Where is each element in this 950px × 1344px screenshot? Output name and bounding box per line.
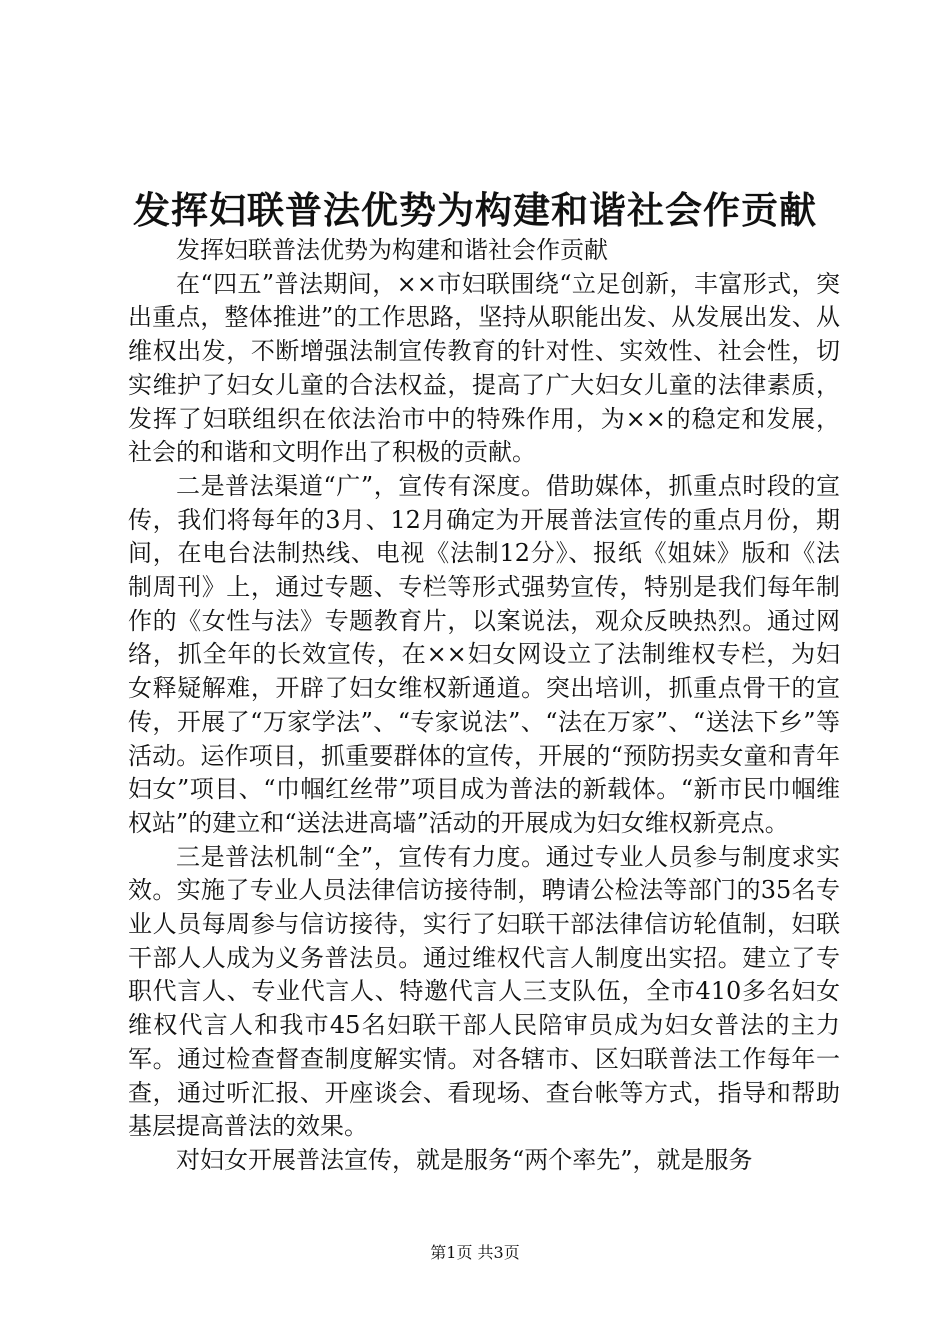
paragraph-subtitle: 发挥妇联普法优势为构建和谐社会作贡献: [176, 236, 608, 264]
document-title: 发挥妇联普法优势为构建和谐社会作贡献: [133, 188, 817, 232]
paragraph-mechanism: 三是普法机制“全”，宣传有力度。通过专业人员参与制度求实效。实施了专业人员法律信访接待制，聘请公检法等部门的35名专业人员每周参与信访接待，实行了妇联干部法律信访轮值制，妇联干部人人成为义务普法员。通过维权代言人制度出实招。建立了专职代言人、专业代言人、特邀代言人三支队伍，全市410多名妇女维权代言人和我市45名妇联干部人民陪审员成为妇女普法的主力军。通过检查督查制度解实情。对各辖市、区妇联普法工作每年一查，通过听汇报、开座谈会、看现场、查台帐等方式，指导和帮助基层提高普法的效果。: [128, 842, 840, 1141]
paragraph-intro: 在“四五”普法期间，××市妇联围绕“立足创新，丰富形式，突出重点，整体推进”的工作思路，坚持从职能出发、从发展出发、从维权出发，不断增强法制宣传教育的针对性、实效性、社会性，切实维护了妇女儿童的合法权益，提高了广大妇女儿童的法律素质，发挥了妇联组织在依法治市中的特殊作用，为××的稳定和发展，社会的和谐和文明作出了积极的贡献。: [128, 269, 840, 467]
paragraph-closing: 对妇女开展普法宣传，就是服务“两个率先”，就是服务: [176, 1145, 753, 1174]
page-number-footer: 第1页 共3页: [430, 1243, 520, 1262]
document-body: [128, 234, 840, 1178]
paragraph-channels: 二是普法渠道“广”，宣传有深度。借助媒体，抓重点时段的宣传，我们将每年的3月、12月确定为开展普法宣传的重点月份，期间，在电台法制热线、电视《法制12分》、报纸《姐妹》版和《法制周刊》上，通过专题、专栏等形式强势宣传，特别是我们每年制作的《女性与法》专题教育片，以案说法，观众反映热烈。通过网络，抓全年的长效宣传，在××妇女网设立了法制维权专栏，为妇女释疑解难，开辟了妇女维权新通道。突出培训，抓重点骨干的宣传，开展了“万家学法”、“专家说法”、“法在万家”、“送法下乡”等活动。运作项目，抓重要群体的宣传，开展的“预防拐卖女童和青年妇女”项目、“巾帼红丝带”项目成为普法的新载体。“新市民巾帼维权站”的建立和“送法进高墙”活动的开展成为妇女维权新亮点。: [128, 471, 840, 837]
